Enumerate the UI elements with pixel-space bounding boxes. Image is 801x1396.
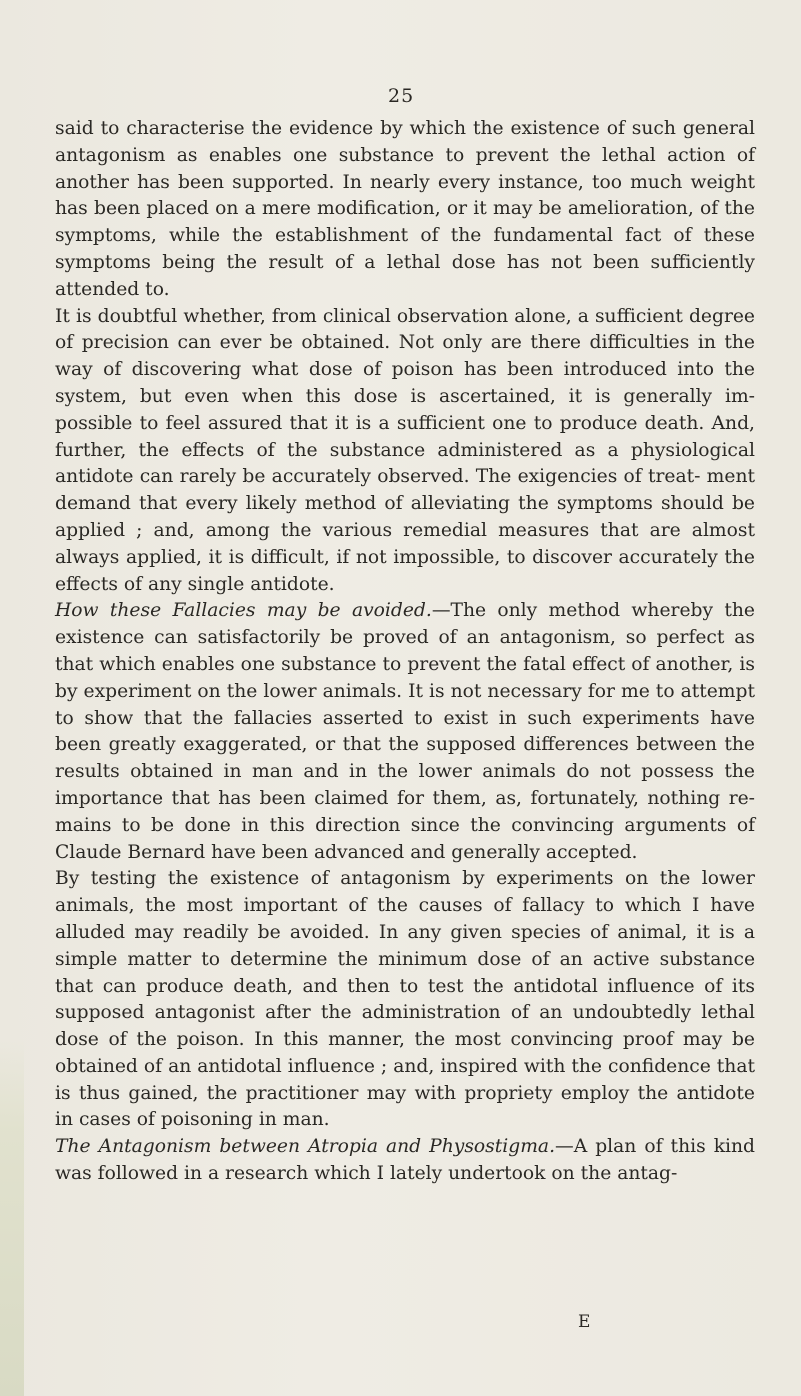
- page-number: 25: [388, 85, 415, 107]
- paragraph-3-heading: How these Fallacies may be avoided.: [55, 600, 432, 622]
- paragraph-5-text: —A plan of this kind was followed in a research which I lately undertook on the antag-: [55, 1136, 755, 1185]
- paragraph-2-text: It is doubtful whether, from clinical observation alone, a sufficient degree of precision can ever be obtained. Not only are there difficulties in the way of discovering what dose of poison has been introduced into the system, but even when this dose is ascertained, it is generally im- possible to feel assured that it is a sufficient one to produce death. And, further, the effects of the substance administered as a physiological antidote can rarely be accurately observed. The exigencies of treat- ment demand that every likely method of alleviating the symptoms should be applied ; and, among the various remedial measures that are almost always applied, it is difficult, if not impossible, to discover accurately the effects of any single antidote.: [55, 305, 755, 595]
- paragraph-5-heading: The Antagonism between Atropia and Physostigma.: [55, 1136, 556, 1158]
- paragraph-2: [55, 304, 755, 599]
- page-edge-stain: [0, 1040, 24, 1396]
- paragraph-3-text: —The only method whereby the existence can satisfactorily be proved of an antagonism, so perfect as that which enables one substance to prevent the fatal effect of another, is by experiment on the lower animals. It is not necessary for me to attempt to show that the fallacies asserted to exist in such experiments have been greatly exaggerated, or that the supposed differences between the results obtained in man and in the lower animals do not possess the importance that has been claimed for them, as, fortunately, nothing re- mains to be done in this direction since the convincing arguments of Claude Bernard have been advanced and generally accepted.: [55, 600, 755, 863]
- paragraph-3: [55, 598, 755, 866]
- paragraph-5: [55, 1134, 755, 1188]
- paragraph-1: [55, 116, 755, 304]
- body-text: [55, 116, 755, 1188]
- paragraph-4-text: By testing the existence of antagonism by experiments on the lower animals, the most important of the causes of fallacy to which I have alluded may readily be avoided. In any given species of animal, it is a simple matter to determine the minimum dose of an active substance that can produce death, and then to test the antidotal influence of its supposed antagonist after the administration of an undoubtedly lethal dose of the poison. In this manner, the most convincing proof may be obtained of an antidotal influence ; and, inspired with the confidence that is thus gained, the practitioner may with propriety employ the antidote in cases of poisoning in man.: [55, 868, 755, 1131]
- paragraph-4: [55, 866, 755, 1134]
- paragraph-1-text: said to characterise the evidence by which the existence of such general antagonism as enables one substance to prevent the lethal action of another has been supported. In nearly every instance, too much weight has been placed on a mere modification, or it may be amelioration, of the symptoms, while the establishment of the fundamental fact of these symptoms being the result of a lethal dose has not been sufficiently attended to.: [55, 118, 755, 300]
- signature-mark: E: [578, 1312, 592, 1332]
